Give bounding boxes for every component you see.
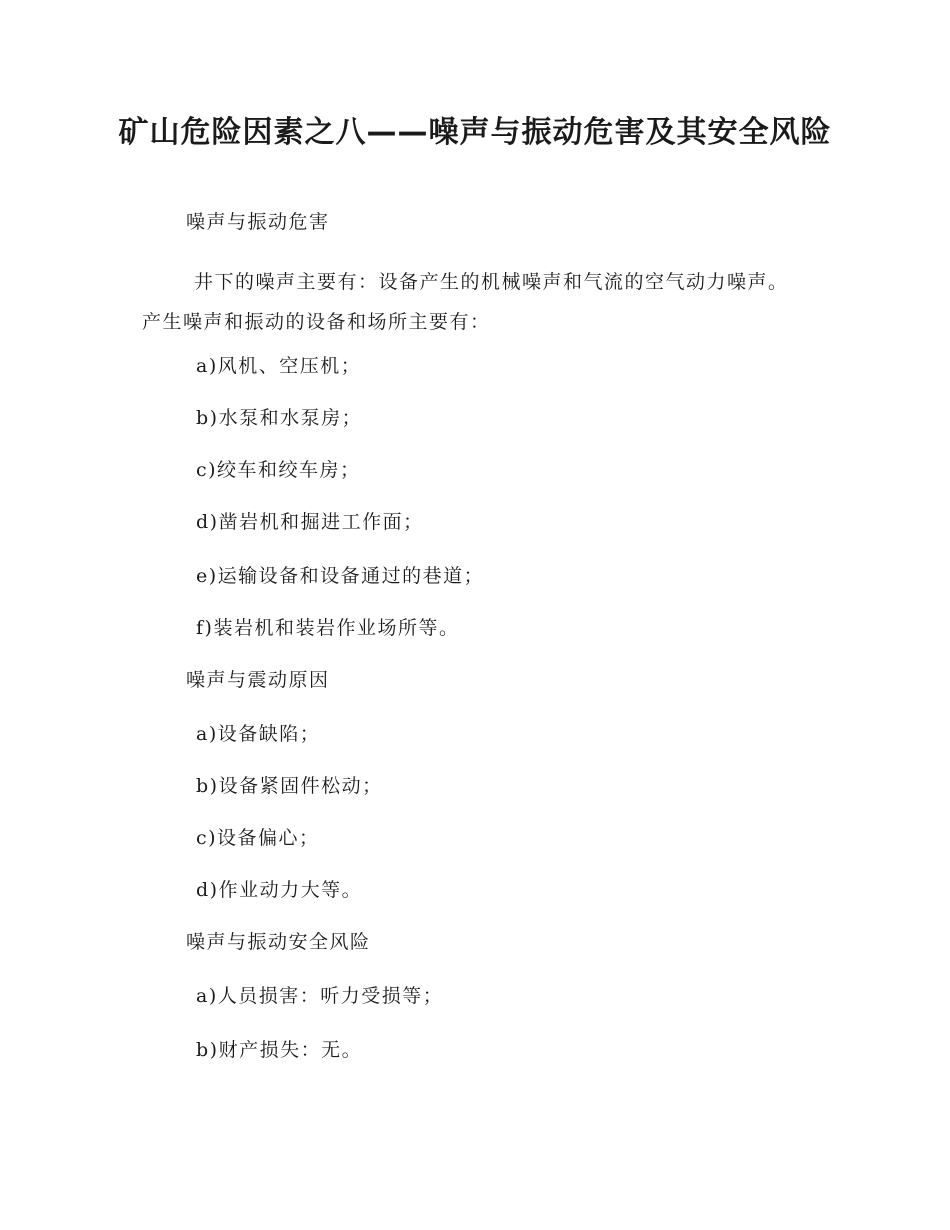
- intro-paragraph: 井下的噪声主要有：设备产生的机械噪声和气流的空气动力噪声。产生噪声和振动的设备和场所主要有：: [142, 271, 789, 333]
- list-item: b)水泵和水泵房；: [196, 407, 363, 429]
- list-item: c)绞车和绞车房；: [196, 459, 361, 481]
- section-heading-safety-risk: 噪声与振动安全风险: [186, 931, 371, 953]
- section-heading-noise-vibration-hazard: 噪声与振动危害: [186, 211, 330, 233]
- list-item: b)财产损失：无。: [196, 1039, 363, 1061]
- list-item: f)装岩机和装岩作业场所等。: [196, 617, 460, 639]
- list-item: d)凿岩机和掘进工作面；: [196, 511, 424, 533]
- list-item: d)作业动力大等。: [196, 879, 363, 901]
- list-item: b)设备紧固件松动；: [196, 775, 383, 797]
- list-item: a)设备缺陷；: [196, 723, 321, 745]
- list-item: e)运输设备和设备通过的巷道；: [196, 565, 485, 587]
- document-title: 矿山危险因素之八——噪声与振动危害及其安全风险: [118, 115, 832, 150]
- list-item: a)风机、空压机；: [196, 355, 362, 377]
- section-heading-noise-vibration-causes: 噪声与震动原因: [186, 669, 330, 691]
- list-item: a)人员损害：听力受损等；: [196, 985, 444, 1007]
- list-item: c)设备偏心；: [196, 827, 320, 849]
